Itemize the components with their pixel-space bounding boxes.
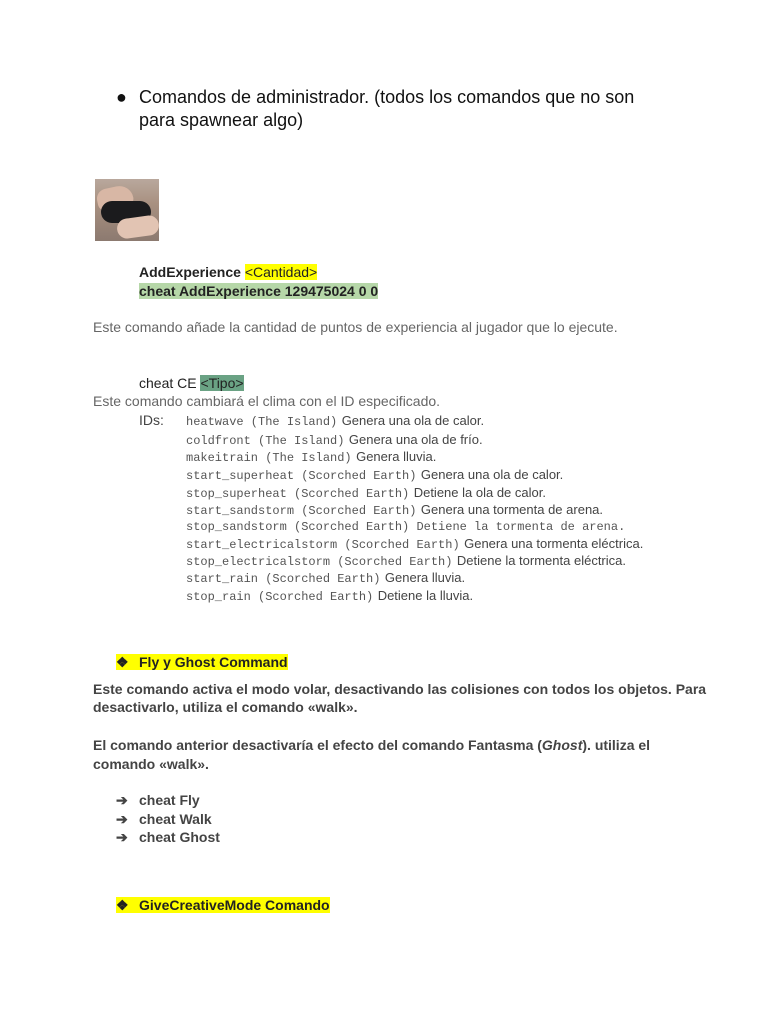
ce-id-desc: Detiene la tormenta eléctrica. [456,553,626,568]
fly-para1-line1: Este comando activa el modo volar, desactivando las colisiones con todos los objetos. Para [93,681,707,697]
ce-id-row [186,466,563,484]
creative-section-title: GiveCreativeMode Comando [139,897,330,913]
fly-para2-line2: comando «walk». [93,756,209,772]
ce-id-code: makeitrain (The Island) [186,451,352,465]
fly-para2-text-a: El comando anterior desactivaría el efecto del comando Fantasma ( [93,737,542,753]
ce-id-row [186,552,626,570]
ce-id-code: coldfront (The Island) [186,434,345,448]
ce-id-row [186,535,643,553]
ce-id-desc: Genera una tormenta eléctrica. [464,536,644,551]
ce-id-row [186,587,473,605]
ce-id-desc: Genera una ola de calor. [341,413,485,428]
cheat-command-item [116,791,200,809]
fly-section-title: Fly y Ghost Command [139,654,288,670]
ce-id-desc: Genera una ola de frío. [348,432,483,447]
cheat-command-item [116,810,212,828]
creative-section-heading [116,896,330,914]
fly-para2-line1 [93,736,650,754]
add-experience-param: <Cantidad> [244,264,318,280]
ce-id-code: start_rain (Scorched Earth) [186,572,381,586]
ce-id-desc: Genera lluvia. [356,449,437,464]
ce-id-code: heatwave (The Island) [186,415,338,429]
ce-id-desc: Detiene la ola de calor. [413,485,546,500]
ce-id-row [186,431,483,449]
ce-id-row [186,484,546,502]
ce-id-code: start_sandstorm (Scorched Earth) [186,504,417,518]
ghost-term: Ghost [541,737,583,753]
ce-id-desc: Genera una ola de calor. [420,467,564,482]
cheat-command-text: cheat Fly [139,792,200,808]
add-experience-line [139,263,317,281]
ce-command-line [139,374,244,392]
fly-para1-line2: desactivarlo, utiliza el comando «walk». [93,699,358,715]
ce-id-code: stop_sandstorm (Scorched Earth) Detiene la tormenta de arena. [186,520,626,534]
ce-id-desc: Detiene la lluvia. [377,588,474,603]
add-experience-description: Este comando añade la cantidad de puntos de experiencia al jugador que lo ejecute. [93,319,618,335]
ce-id-code: stop_rain (Scorched Earth) [186,590,374,604]
ce-command: cheat CE [139,375,197,391]
gamepad-photo [95,179,159,241]
ce-id-row [186,569,465,587]
ce-description: Este comando cambiará el clima con el ID especificado. [93,393,441,409]
ce-ids-label: IDs: [139,412,164,428]
add-experience-example: cheat AddExperience 129475024 0 0 [139,283,379,299]
arrow-icon: ➔ [116,792,128,808]
diamond-bullet-icon: ❖ [116,897,129,913]
arrow-icon: ➔ [116,811,128,827]
ce-id-row [186,517,625,535]
cheat-command-text: cheat Walk [139,811,212,827]
ce-id-code: stop_electricalstorm (Scorched Earth) [186,555,453,569]
ce-id-code: start_electricalstorm (Scorched Earth) [186,538,460,552]
fly-para2-text-b: ). utiliza el [582,737,651,753]
ce-param: <Tipo> [200,375,244,391]
add-experience-name: AddExperience [139,264,241,280]
cheat-command-text: cheat Ghost [139,829,220,845]
ce-id-desc: Genera una tormenta de arena. [420,502,604,517]
heading-text: Comandos de administrador. (todos los comandos que no son para spawnear algo) [139,87,635,130]
arrow-icon: ➔ [116,829,128,845]
cheat-command-item [116,828,220,846]
add-experience-example-line [139,282,378,300]
ce-id-code: stop_superheat (Scorched Earth) [186,487,410,501]
ce-id-row [186,448,436,466]
ce-id-desc: Genera lluvia. [384,570,466,585]
ce-id-code: start_superheat (Scorched Earth) [186,469,417,483]
fly-section-heading [116,653,288,671]
diamond-bullet-icon: ❖ [116,654,129,670]
bullet-dot: ● [116,87,127,107]
ce-id-row [186,412,484,430]
